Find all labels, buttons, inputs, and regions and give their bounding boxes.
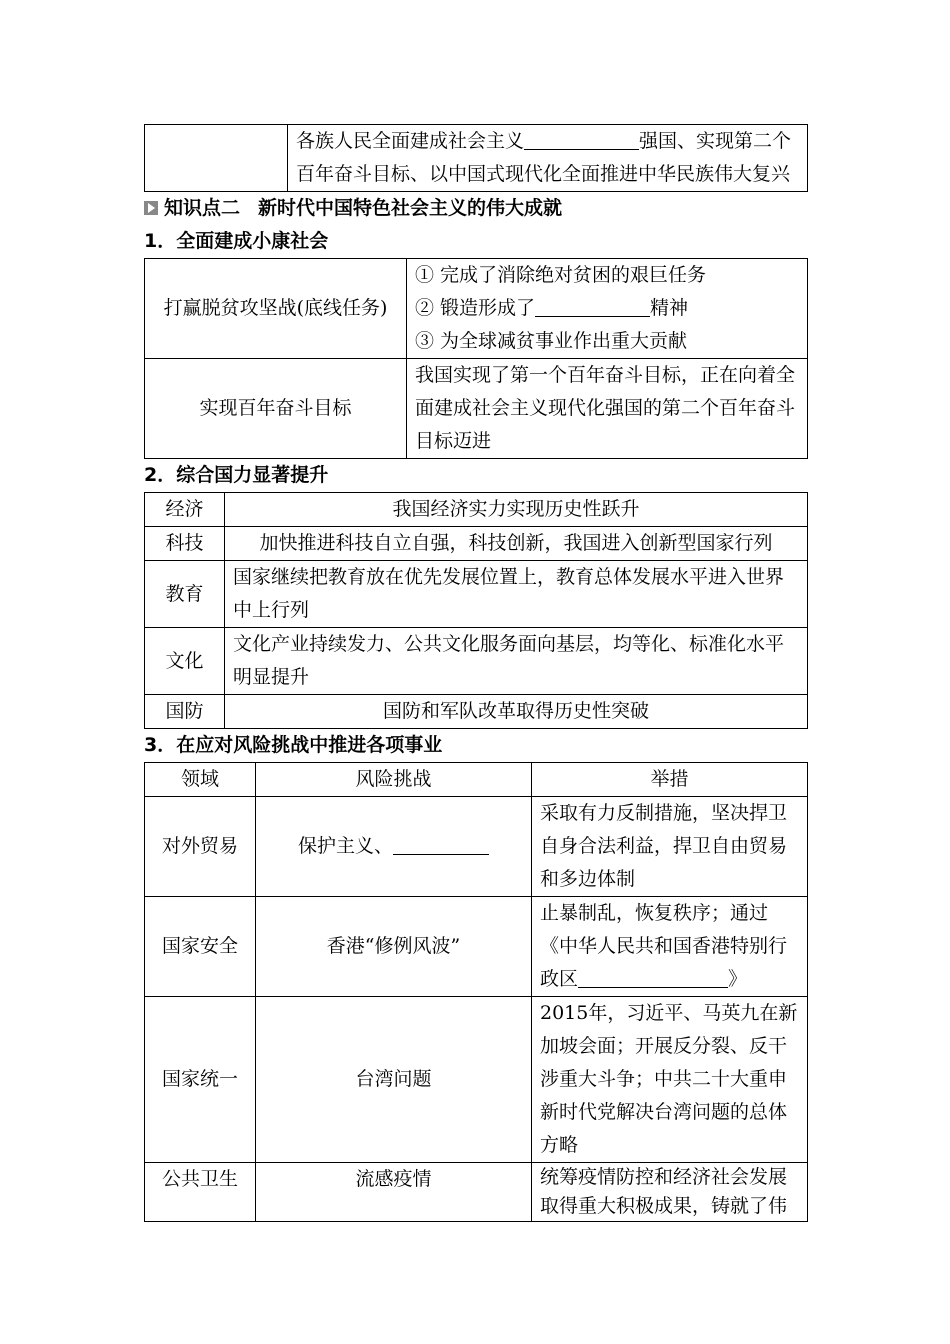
risk-health: 流感疫情 (256, 1163, 532, 1222)
poverty-item-2-after: 精神 (650, 297, 689, 319)
measure-unification: 2015年，习近平、马英九在新 加坡会面；开展反分裂、反干 涉重大斗争；中共二十大重申 新时代党解决台湾问题的总体 方略 (532, 997, 808, 1163)
row-text-culture: 文化产业持续发力、公共文化服务面向基层，均等化、标准化水平 明显提升 (225, 628, 808, 695)
field-unification: 国家统一 (145, 997, 256, 1163)
centenary-text: 我国实现了第一个百年奋斗目标，正在向着全 面建成社会主义现代化强国的第二个百年奋斗 目标迈进 (407, 359, 808, 459)
field-security: 国家安全 (145, 897, 256, 997)
sub1-table (144, 258, 808, 459)
header-risk: 风险挑战 (256, 763, 532, 797)
subsection-1-title: 1．全面建成小康社会 (144, 230, 329, 252)
fill-blank[interactable] (578, 967, 728, 988)
measure-security: 止暴制乱，恢复秩序；通过 《中华人民共和国香港特别行 政区 》 (532, 897, 808, 997)
top-table (144, 124, 808, 192)
poverty-item-2-before: ② 锻造形成了 (415, 297, 536, 319)
risk-trade: 保护主义、 (256, 797, 532, 897)
subsection-2-title: 2．综合国力显著提升 (144, 464, 329, 486)
top-table-empty-cell (145, 125, 288, 192)
sub3-table (144, 762, 808, 1222)
measure-trade: 采取有力反制措施，坚决捍卫 自身合法利益，捍卫自由贸易 和多边体制 (532, 797, 808, 897)
section-header (144, 192, 807, 225)
field-health: 公共卫生 (145, 1163, 256, 1222)
section-title: 新时代中国特色社会主义的伟大成就 (258, 197, 563, 219)
header-field: 领域 (145, 763, 256, 797)
row-label-defense: 国防 (145, 695, 225, 729)
risk-security: 香港“修例风波” (256, 897, 532, 997)
header-measure: 举措 (532, 763, 808, 797)
top-line1-after: 强国、实现第二个 (639, 130, 792, 152)
centenary-label: 实现百年奋斗目标 (145, 359, 407, 459)
row-text-education: 国家继续把教育放在优先发展位置上，教育总体发展水平进入世界 中上行列 (225, 561, 808, 628)
measure-health: 统筹疫情防控和经济社会发展 取得重大积极成果，铸就了伟 (532, 1163, 808, 1222)
section-label: 知识点二 (164, 197, 241, 219)
row-text-tech: 加快推进科技自立自强，科技创新，我国进入创新型国家行列 (225, 527, 808, 561)
row-text-defense: 国防和军队改革取得历史性突破 (225, 695, 808, 729)
poverty-item-1: ① 完成了消除绝对贫困的艰巨任务 (415, 264, 707, 286)
sub2-table (144, 492, 808, 729)
row-label-education: 教育 (145, 561, 225, 628)
top-table-content (288, 125, 808, 192)
risk-unification: 台湾问题 (256, 997, 532, 1163)
document-page (144, 124, 807, 1222)
poverty-label: 打赢脱贫攻坚战(底线任务) (145, 259, 407, 359)
play-triangle-icon (144, 201, 158, 215)
top-line1-before: 各族人民全面建成社会主义 (296, 130, 525, 152)
top-line2: 百年奋斗目标、以中国式现代化全面推进中华民族伟大复兴 (296, 163, 791, 185)
poverty-items (407, 259, 808, 359)
fill-blank[interactable] (393, 834, 489, 855)
subsection-3-title: 3．在应对风险挑战中推进各项事业 (144, 734, 443, 756)
row-label-tech: 科技 (145, 527, 225, 561)
fill-blank[interactable] (524, 129, 639, 150)
poverty-item-3: ③ 为全球减贫事业作出重大贡献 (415, 330, 688, 352)
field-trade: 对外贸易 (145, 797, 256, 897)
fill-blank[interactable] (535, 296, 650, 317)
row-label-culture: 文化 (145, 628, 225, 695)
row-text-economy: 我国经济实力实现历史性跃升 (225, 493, 808, 527)
row-label-economy: 经济 (145, 493, 225, 527)
